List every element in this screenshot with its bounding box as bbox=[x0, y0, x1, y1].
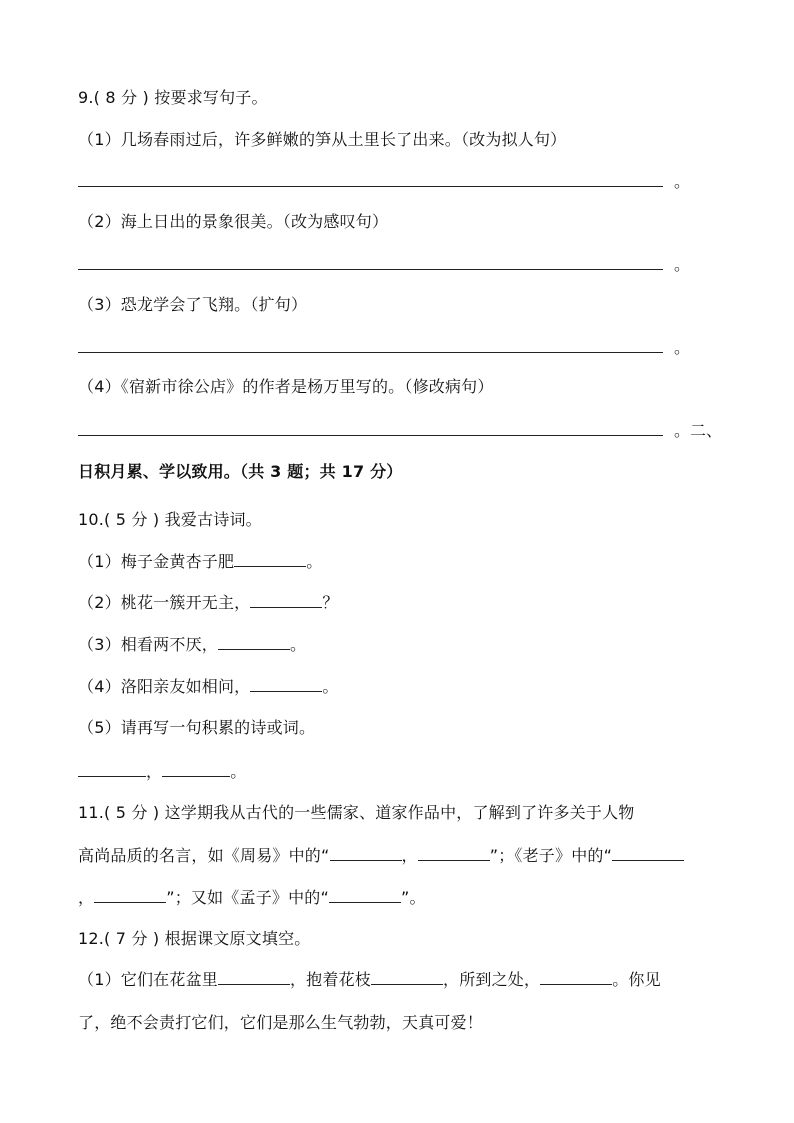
q9-title bbox=[78, 88, 268, 108]
q10-blank-4[interactable] bbox=[250, 677, 322, 692]
q11-text-5: ”。 bbox=[400, 888, 426, 907]
q11-blank-3[interactable] bbox=[612, 846, 684, 861]
q12-blank-2[interactable] bbox=[371, 970, 443, 985]
q10-number: 10. bbox=[78, 510, 105, 529]
q10-item-2-end: ？ bbox=[322, 593, 339, 612]
q10-item-5-answers bbox=[78, 762, 246, 782]
q9-answer-line-2[interactable] bbox=[78, 269, 663, 270]
q10-item-4-text: （4）洛阳亲友如相问， bbox=[78, 677, 251, 696]
q10-blank-3[interactable] bbox=[218, 635, 290, 650]
q12-prompt: 根据课文原文填空。 bbox=[164, 929, 311, 948]
q10-item-4 bbox=[78, 677, 339, 697]
q11-blank-2[interactable] bbox=[418, 846, 490, 861]
q12-score: ( 7 分 ) bbox=[104, 929, 160, 948]
q12-blank-1[interactable] bbox=[218, 970, 290, 985]
q10-period: 。 bbox=[230, 762, 247, 781]
q12-number: 12. bbox=[78, 929, 105, 948]
q9-answer-line-3[interactable] bbox=[78, 352, 663, 353]
q12-text-1: （1）它们在花盆里 bbox=[78, 970, 218, 989]
q9-line-end-4 bbox=[674, 421, 722, 441]
q9-line-end-3: 。 bbox=[674, 338, 691, 357]
q10-item-3 bbox=[78, 635, 306, 655]
q10-item-5: （5）请再写一句积累的诗或词。 bbox=[78, 718, 316, 737]
q12-text-4: 。你见 bbox=[612, 970, 661, 989]
q10-item-4-end: 。 bbox=[322, 677, 339, 696]
q10-item-1-end: 。 bbox=[306, 552, 323, 571]
q9-number: 9. bbox=[78, 88, 94, 107]
q11-line-1 bbox=[78, 803, 634, 823]
q9-score: ( 8 分 ) bbox=[93, 88, 149, 107]
q11-comma-1: ， bbox=[401, 846, 418, 865]
q12-text-3: ，所到之处， bbox=[443, 970, 541, 989]
q9-item-1: （1）几场春雨过后，许多鲜嫩的笋从土里长了出来。（改为拟人句） bbox=[78, 130, 567, 149]
q11-comma-2: ， bbox=[78, 888, 95, 907]
q11-line-2 bbox=[78, 846, 684, 866]
section2-prefix: 二、 bbox=[690, 421, 723, 440]
q10-item-3-end: 。 bbox=[289, 635, 307, 654]
q10-blank-5a[interactable] bbox=[78, 762, 146, 777]
q11-blank-4[interactable] bbox=[94, 888, 166, 903]
q9-item-3: （3）恐龙学会了飞翔。（扩句） bbox=[78, 295, 308, 314]
q10-title bbox=[78, 510, 262, 530]
q9-prompt: 按要求写句子。 bbox=[154, 88, 268, 107]
q12-title bbox=[78, 929, 310, 949]
q11-text-1: 这学期我从古代的一些儒家、道家作品中，了解到了许多关于人物 bbox=[164, 803, 635, 822]
q11-number: 11. bbox=[78, 803, 105, 822]
q10-score: ( 5 分 ) bbox=[104, 510, 160, 529]
q12-text-2: ，抱着花枝 bbox=[289, 970, 371, 989]
q10-prompt: 我爱古诗词。 bbox=[164, 510, 262, 529]
q9-answer-line-4[interactable] bbox=[78, 435, 663, 436]
q9-item-4: （4）《宿新市徐公店》的作者是杨万里写的。（修改病句） bbox=[78, 377, 494, 396]
q10-blank-1[interactable] bbox=[234, 552, 306, 567]
q9-line-end-4-mark: 。 bbox=[674, 421, 691, 440]
q9-item-2: （2）海上日出的景象很美。（改为感叹句） bbox=[78, 212, 389, 231]
q11-blank-5[interactable] bbox=[329, 888, 401, 903]
q12-item-1-line-1 bbox=[78, 970, 661, 990]
q12-blank-3[interactable] bbox=[540, 970, 612, 985]
q12-item-1-line-2: 了，绝不会责打它们，它们是那么生气勃勃，天真可爱！ bbox=[78, 1013, 484, 1032]
q11-blank-1[interactable] bbox=[330, 846, 402, 861]
q10-item-2 bbox=[78, 593, 339, 613]
q11-text-2: 高尚品质的名言，如《周易》中的“ bbox=[78, 846, 330, 865]
section2-heading: 日积月累、学以致用。（共 3 题；共 17 分） bbox=[78, 462, 403, 481]
q9-line-end-2: 。 bbox=[674, 255, 691, 274]
q10-blank-5b[interactable] bbox=[162, 762, 230, 777]
q9-answer-line-1[interactable] bbox=[78, 186, 663, 187]
q10-comma: ， bbox=[146, 762, 163, 781]
q10-item-1 bbox=[78, 552, 322, 572]
q11-score: ( 5 分 ) bbox=[104, 803, 160, 822]
q10-item-2-text: （2）桃花一簇开无主， bbox=[78, 593, 251, 612]
q11-line-3 bbox=[78, 888, 426, 908]
q10-blank-2[interactable] bbox=[250, 593, 322, 608]
q11-text-3: ”；《老子》中的“ bbox=[489, 846, 613, 865]
q11-text-4: ”；又如《孟子》中的“ bbox=[166, 888, 329, 907]
q10-item-1-text: （1）梅子金黄杏子肥 bbox=[78, 552, 235, 571]
q10-item-3-text: （3）相看两不厌， bbox=[78, 635, 218, 654]
q9-line-end-1: 。 bbox=[674, 172, 691, 191]
